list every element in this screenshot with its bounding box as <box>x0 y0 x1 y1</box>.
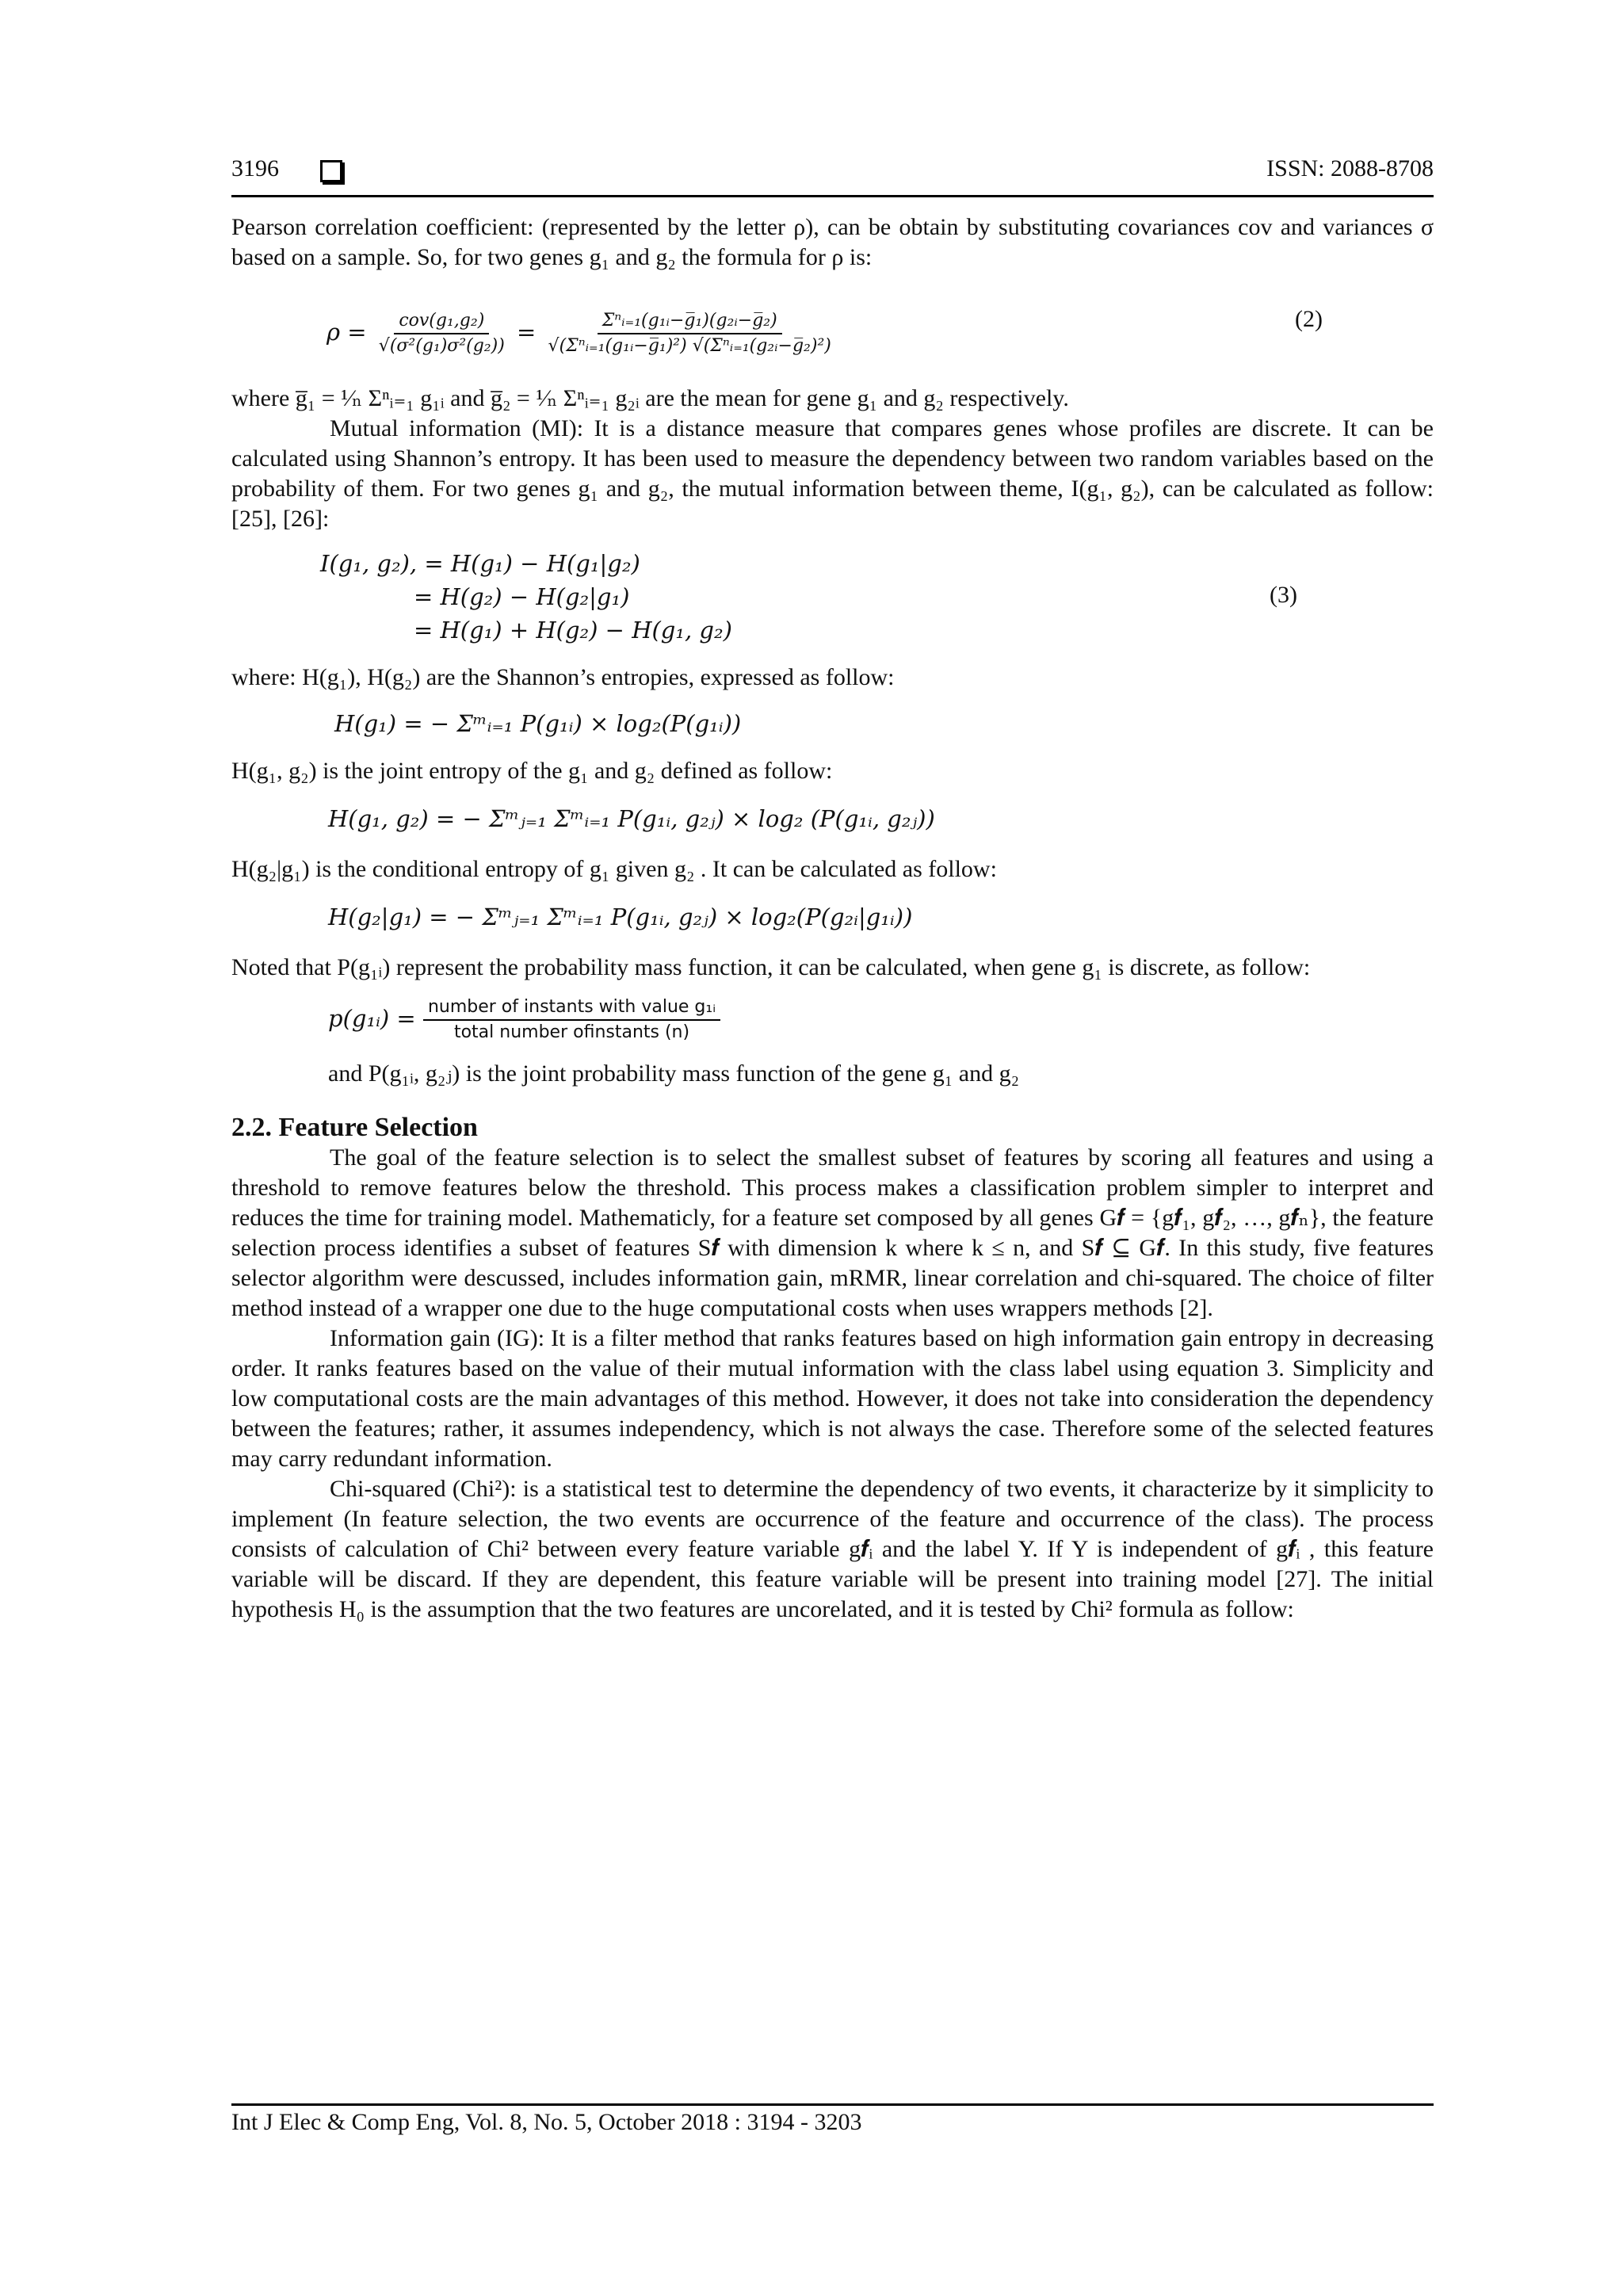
fraction-numerator: Σⁿᵢ₌₁(g₁ᵢ−g̅₁)(g₂ᵢ−g̅₂) <box>598 309 782 334</box>
equation-number: (2) <box>1295 306 1323 332</box>
fraction-denominator: total number ofinstants (n) <box>453 1022 690 1042</box>
fraction-numerator: number of instants with value g₁ᵢ <box>423 995 720 1021</box>
conditional-entropy-block <box>231 884 1434 953</box>
fraction-denominator: √(σ²(g₁)σ²(g₂)) <box>378 336 505 356</box>
fraction-sum <box>544 309 836 358</box>
joint-entropy-equation: H(g₁, g₂) = − Σᵐⱼ₌₁ Σᵐᵢ₌₁ P(g₁ᵢ, g₂ⱼ) × log₂ (P(g₁ᵢ, g₂ⱼ)) <box>328 805 935 832</box>
equation-3 <box>231 534 1434 653</box>
equation-number: (3) <box>1270 582 1297 608</box>
pmf-lhs: p(g₁ᵢ) = <box>328 1005 416 1032</box>
page-number: 3196 <box>231 155 279 181</box>
square-bullet-icon <box>320 160 342 182</box>
fraction-denominator: √(Σⁿᵢ₌₁(g₁ᵢ−g̅₁)²) √(Σⁿᵢ₌₁(g₂ᵢ−g̅₂)²) <box>548 336 831 356</box>
journal-citation: Int J Elec & Comp Eng, Vol. 8, No. 5, October 2018 : 3194 - 3203 <box>231 2109 862 2135</box>
equation-2 <box>231 273 1434 377</box>
mean-definition: where g̅₁ = ¹⁄ₙ Σⁿᵢ₌₁ g₁ᵢ and g̅₂ = ¹⁄ₙ Σⁿᵢ₌₁ g₂ᵢ are the mean for gene g₁ and g₂ respectively. <box>231 385 1069 411</box>
mutual-info-paragraph: Mutual information (MI): It is a distance measure that compares genes whose profiles are discrete. It can be calculated using Shannon’s entropy. It has been used to measure the dependency between two random variables based on the probability of them. For two genes g₁ and g₂, the mutual information between theme, I(g₁, g₂), can be calculated as follow: [25], [26]: <box>231 415 1434 532</box>
page-header <box>231 155 1434 197</box>
joint-entropy-text: H(g₁, g₂) is the joint entropy of the g₁ and g₂ defined as follow: <box>231 758 833 784</box>
equation-lhs: ρ = $\frac{\text{cov(g₁,g₂)}}{\text{√(σ²(g₁)σ²(g₂))}}$ = $\frac{\text{Σⁿᵢ₌₁(g₁ᵢ−g̅₁)(g₂ᵢ−g̅₂)}}{\text{√(Σⁿᵢ₌₁(g₁ᵢ−g̅₁)²) √(Σⁿᵢ₌₁(g₂ᵢ−g̅₂)²)}}$ <box>327 309 836 358</box>
page-body <box>231 212 1434 1625</box>
conditional-entropy-equation: H(g₂|g₁) = − Σᵐⱼ₌₁ Σᵐᵢ₌₁ P(g₁ᵢ, g₂ⱼ) × log₂(P(g₂ᵢ|g₁ᵢ)) <box>328 904 913 930</box>
equation-line: = H(g₂) − H(g₂|g₁) <box>414 583 630 610</box>
conditional-entropy-text: H(g₂|g₁) is the conditional entropy of g₁ given g₂ . It can be calculated as follow: <box>231 856 997 882</box>
information-gain-paragraph: Information gain (IG): It is a filter method that ranks features based on high information gain entropy in decreasing order. It ranks features based on the value of their mutual information with the class label using equation 3. Simplicity and low computational costs are the main advantages of this method. However, it does not take into consideration the dependency between the features; rather, it assumes independency, which is not always the case. Therefore some of the selected features may carry redundant information. <box>231 1325 1434 1472</box>
page-footer <box>231 2103 1434 2136</box>
section-heading: 2.2. Feature Selection <box>231 1113 478 1142</box>
fraction-cov <box>374 309 510 358</box>
feature-selection-paragraph: The goal of the feature selection is to select the smallest subset of features by scoring all features and using a threshold to remove features below the threshold. This process makes a classification problem simpler to interpret and reduces the time for training model. Mathematicly, for a feature set composed by all genes G𝒇 = {g𝒇₁, g𝒇₂, …, g𝒇ₙ}, the feature selection process identifies a subset of features S𝒇 with dimension k where k ≤ n, and S𝒇 ⊆ G𝒇. In this study, five features selector algorithm were descussed, includes information gain, mRMR, linear correlation and chi-squared. The choice of filter method instead of a wrapper one due to the huge computational costs when uses wrappers methods [2]. <box>231 1144 1434 1321</box>
pmf-equation-block <box>231 983 1434 1059</box>
equation-line: I(g₁, g₂), = H(g₁) − H(g₁|g₂) <box>320 550 640 577</box>
rho-lhs: ρ = <box>327 319 367 346</box>
entropy-equation: H(g₁) = − Σᵐᵢ₌₁ P(g₁ᵢ) × log₂(P(g₁ᵢ)) <box>334 710 742 737</box>
joint-entropy-block <box>231 786 1434 854</box>
fraction-numerator: cov(g₁,g₂) <box>394 309 489 334</box>
entropy-equation-block <box>231 693 1434 756</box>
pmf-fraction <box>423 995 720 1045</box>
pearson-paragraph: Pearson correlation coefficient: (represented by the letter ρ), can be obtain by substituting covariances cov and variances σ based on a sample. So, for two genes g₁ and g₂ the formula for ρ is: <box>231 214 1434 270</box>
pmf-equation <box>328 995 720 1045</box>
shannon-text: where: H(g₁), H(g₂) are the Shannon’s entropies, expressed as follow: <box>231 664 895 690</box>
chi-squared-paragraph: Chi-squared (Chi²): is a statistical test to determine the dependency of two events, it characterize by it simplicity to implement (In feature selection, the two events are occurrence of the feature and occurrence of the class). The process consists of calculation of Chi² between every feature variable g𝒇ᵢ and the label Y. If Y is independent of g𝒇ᵢ , this feature variable will be discard. If they are dependent, this feature variable will be present into training model [27]. The initial hypothesis H₀ is the assumption that the two features are uncorelated, and it is tested by Chi² formula as follow: <box>231 1476 1434 1622</box>
pmf-text: Noted that P(g₁ᵢ) represent the probability mass function, it can be calculated, when gene g₁ is discrete, as follow: <box>231 954 1311 980</box>
issn: ISSN: 2088-8708 <box>1266 155 1434 181</box>
joint-pmf-text: and P(g₁ᵢ, g₂ⱼ) is the joint probability mass function of the gene g₁ and g₂ <box>328 1060 1020 1087</box>
equation-line: = H(g₁) + H(g₂) − H(g₁, g₂) <box>414 617 732 644</box>
